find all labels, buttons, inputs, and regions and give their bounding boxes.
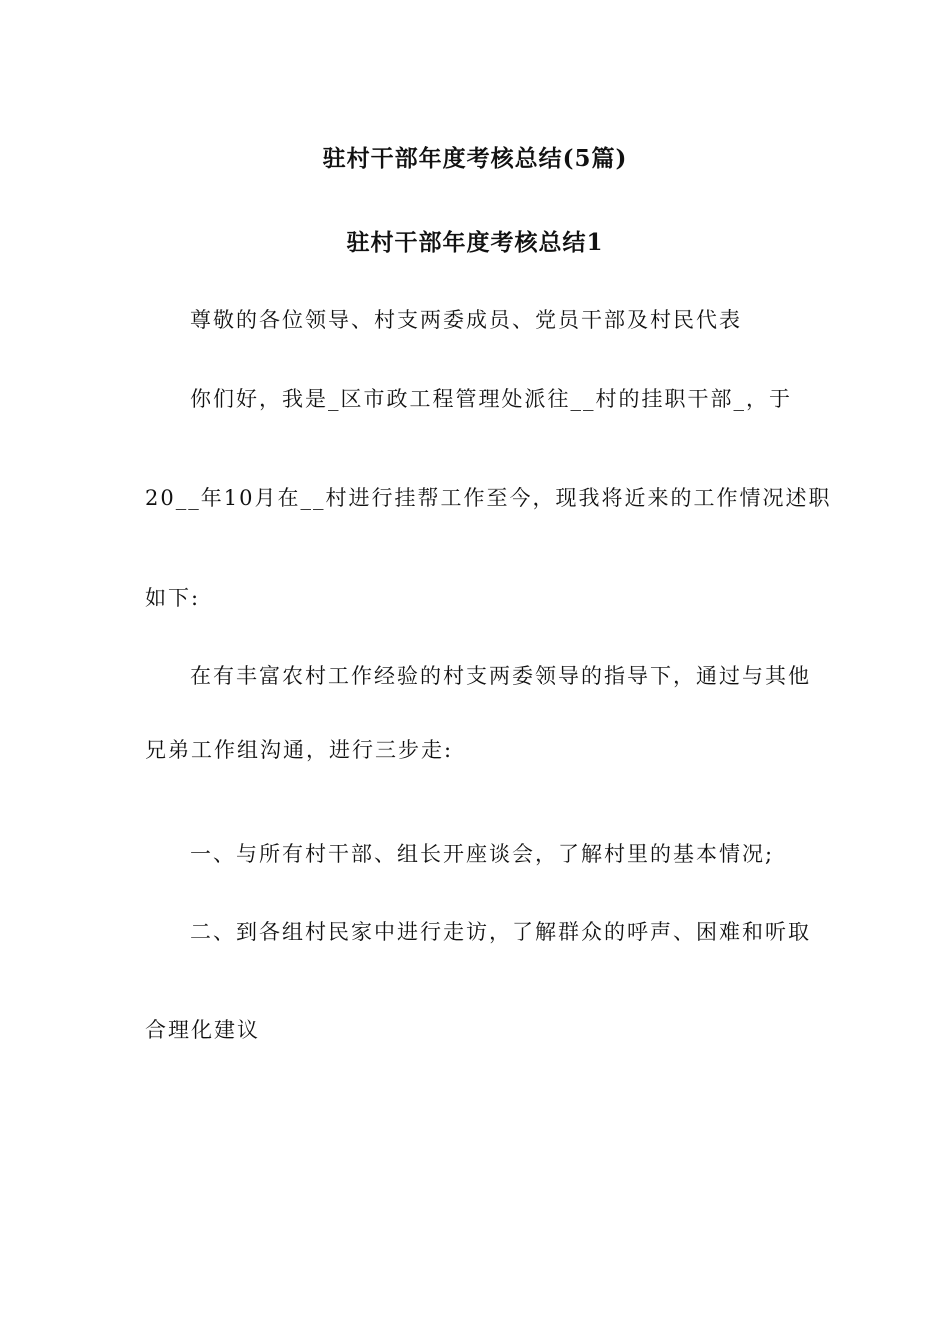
- paragraph-line: 20__年10月在__村进行挂帮工作至今，现我将近来的工作情况述职: [145, 486, 832, 510]
- paragraph-line: 二、到各组村民家中进行走访，了解群众的呼声、困难和听取: [190, 920, 811, 944]
- paragraph-line: 在有丰富农村工作经验的村支两委领导的指导下，通过与其他: [190, 664, 811, 688]
- section-title: 驻村干部年度考核总结1: [346, 229, 604, 256]
- paragraph-line: 合理化建议: [145, 1018, 260, 1042]
- paragraph-line: 一、与所有村干部、组长开座谈会，了解村里的基本情况;: [190, 842, 775, 866]
- paragraph-line: 你们好，我是_区市政工程管理处派往__村的挂职干部_，于: [190, 387, 792, 411]
- paragraph-line: 兄弟工作组沟通，进行三步走:: [145, 738, 454, 762]
- paragraph-line: 尊敬的各位领导、村支两委成员、党员干部及村民代表: [190, 308, 742, 332]
- document-title: 驻村干部年度考核总结(5篇): [322, 145, 628, 172]
- paragraph-line: 如下:: [145, 586, 201, 610]
